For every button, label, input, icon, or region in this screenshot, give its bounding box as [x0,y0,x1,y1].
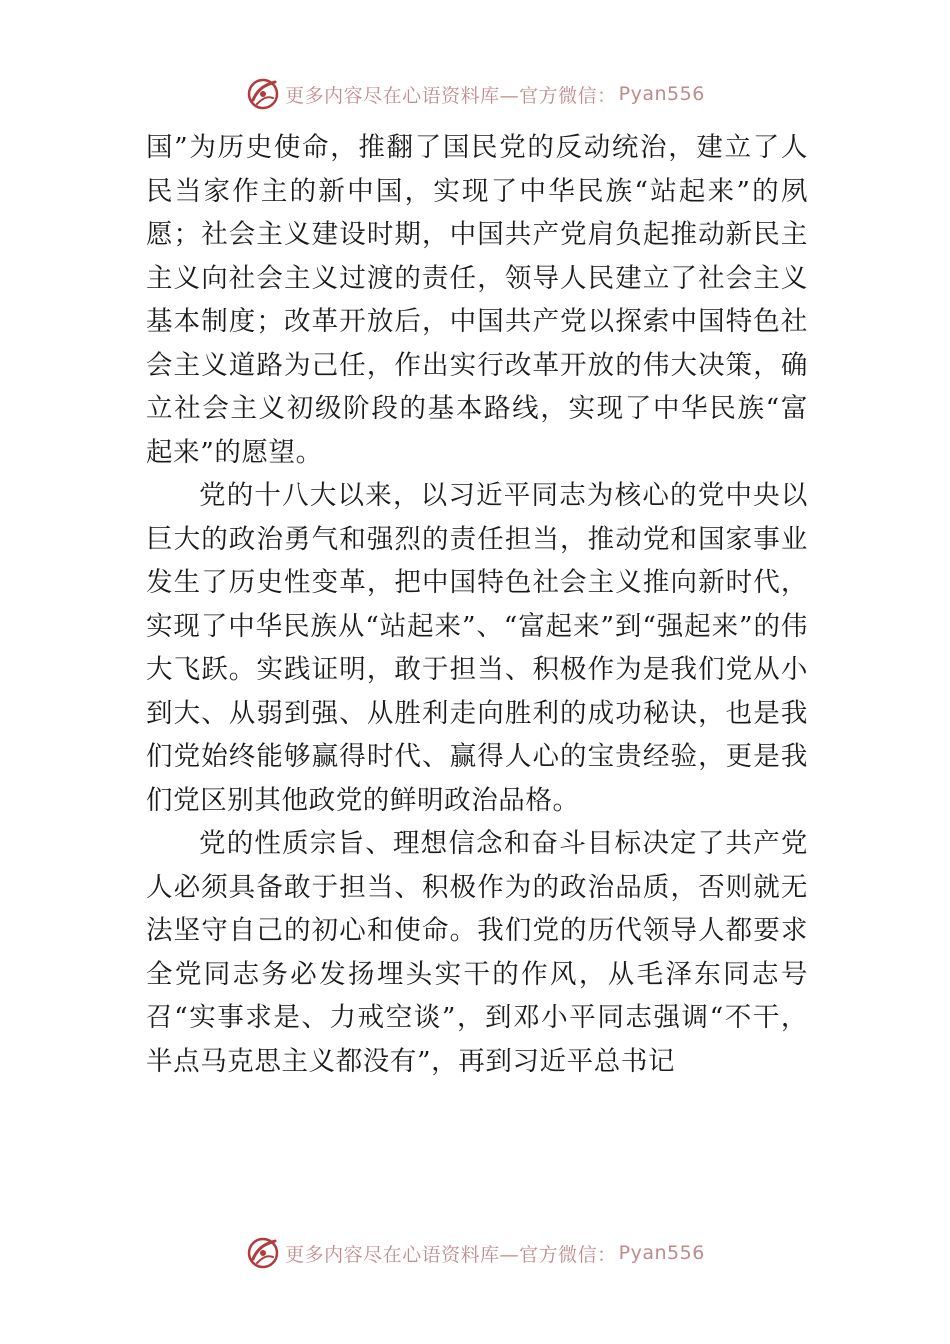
header-wechat-id: Pyan556 [618,83,705,105]
header-site-text: 更多内容尽在心语资料库—官方微信： [285,84,617,107]
document-body [146,126,808,1083]
page-header [0,74,950,114]
paragraph-2: 党的十八大以来，以习近平同志为核心的党中央以巨大的政治勇气和强烈的责任担当，推动党和国家事业发生了历史性变革，把中国特色社会主义推向新时代，实现了中华民族从“站起来”、“富起来”到“强起来”的伟大飞跃。实践证明，敢于担当、积极作为是我们党从小到大、从弱到强、从胜利走向胜利的成功秘诀，也是我们党始终能够赢得时代、赢得人心的宝贵经验，更是我们党区别其他政党的鲜明政治品格。 [146,480,808,816]
seal-logo-icon [245,76,281,112]
paragraph-1: 国”为历史使命，推翻了国民党的反动统治，建立了人民当家作主的新中国，实现了中华民族“站起来”的夙愿；社会主义建设时期，中国共产党肩负起推动新民主主义向社会主义过渡的责任，领导人民建立了社会主义基本制度；改革开放后，中国共产党以探索中国特色社会主义道路为己任，作出实行改革开放的伟大决策，确立社会主义初级阶段的基本路线，实现了中华民族“富起来”的愿望。 [146,132,808,468]
seal-logo-icon [245,1235,281,1271]
footer-site-text: 更多内容尽在心语资料库—官方微信： [285,1243,617,1266]
page-footer [0,1233,950,1273]
footer-wechat-id: Pyan556 [618,1242,705,1264]
paragraph-3: 党的性质宗旨、理想信念和奋斗目标决定了共产党人必须具备敢于担当、积极作为的政治品质，否则就无法坚守自己的初心和使命。我们党的历代领导人都要求全党同志务必发扬埋头实干的作风，从毛泽东同志号召“实事求是、力戒空谈”，到邓小平同志强调“不干，半点马克思主义都没有”，再到习近平总书记 [146,828,808,1077]
